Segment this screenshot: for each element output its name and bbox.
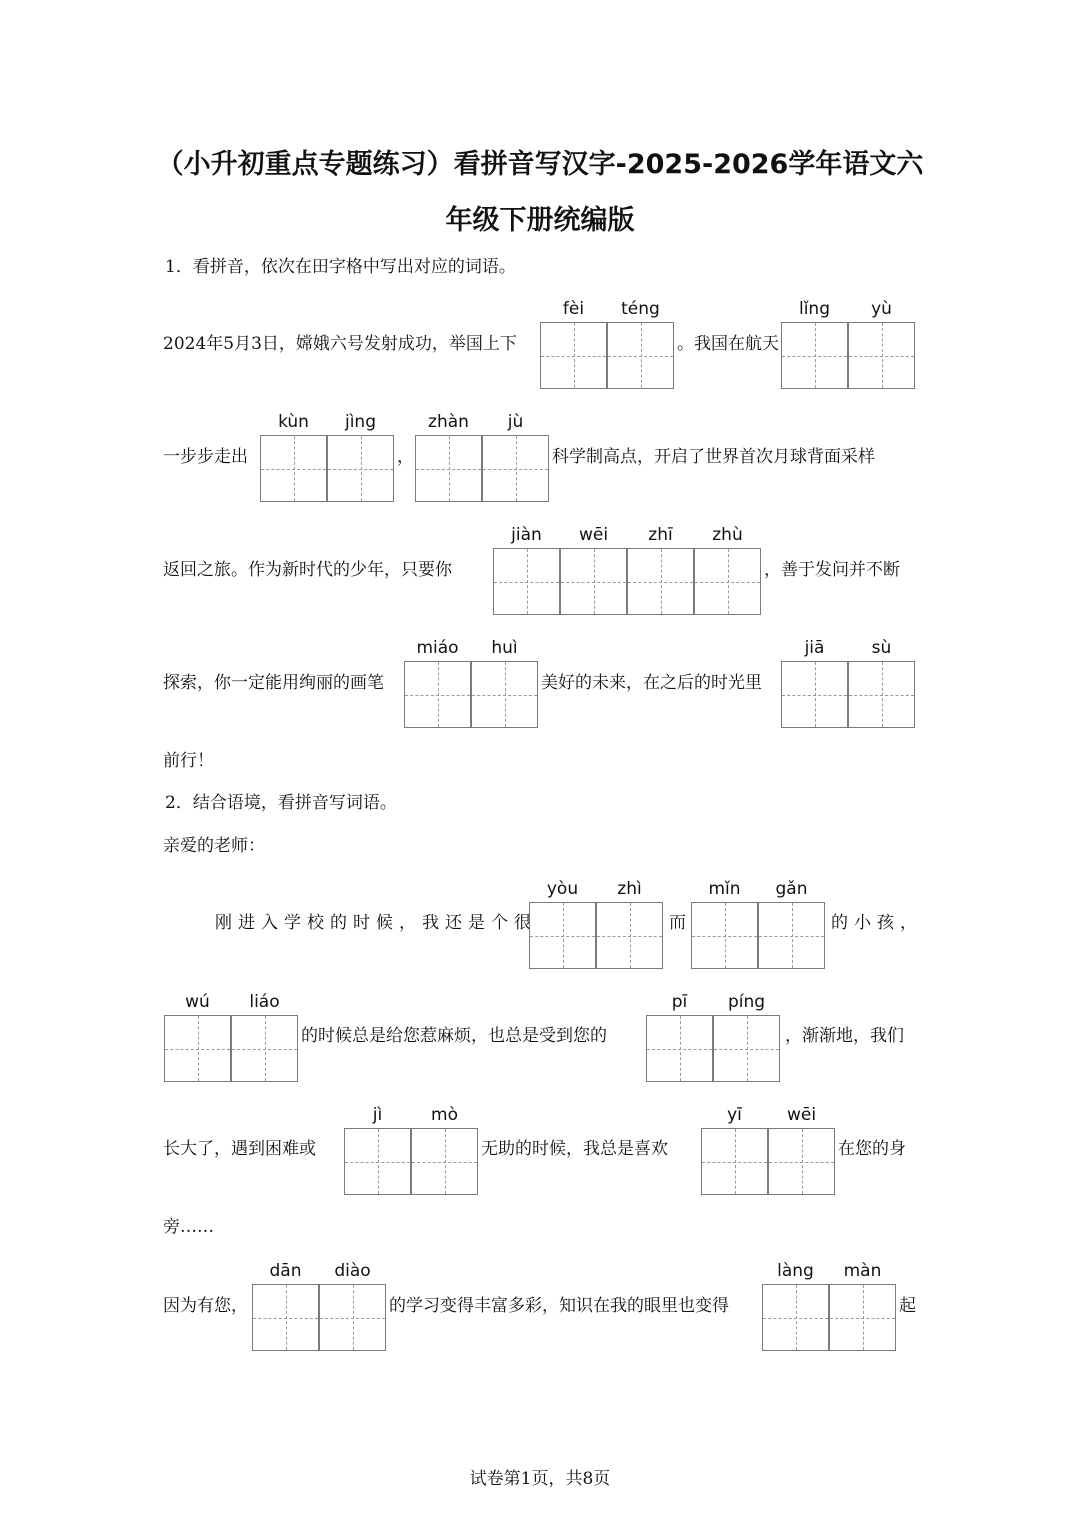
- q2-row1-text1: 刚进入学校的时候，我还是个很: [215, 913, 537, 933]
- tianzige-cell[interactable]: [762, 1284, 829, 1351]
- tianzige-cell[interactable]: [252, 1284, 319, 1351]
- q1-row5-text1: 前行！: [163, 751, 214, 771]
- tianzige-cell[interactable]: [482, 435, 549, 502]
- q2-row1-text3: 的小孩，: [831, 913, 923, 933]
- pinyin-diao: diào: [334, 1261, 371, 1281]
- tianzige-cell[interactable]: [607, 322, 674, 389]
- tianzige-cell[interactable]: [471, 661, 538, 728]
- pinyin-jing: jìng: [344, 412, 376, 432]
- tianzige-cell[interactable]: [627, 548, 694, 615]
- q2-row5-text2: 的学习变得丰富多彩，知识在我的眼里也变得: [389, 1296, 729, 1316]
- tianzige-cell[interactable]: [848, 322, 915, 389]
- q2-row5-text1: 因为有您，: [163, 1296, 248, 1316]
- tianzige-cell[interactable]: [596, 902, 663, 969]
- pinyin-zhi: zhì: [617, 879, 642, 899]
- tianzige-cell[interactable]: [344, 1128, 411, 1195]
- pinyin-gan: gǎn: [775, 879, 808, 899]
- q2-row1-text2: 而: [669, 913, 686, 933]
- q2-row3-text2: 无助的时候，我总是喜欢: [481, 1139, 668, 1159]
- q2-row5-text3: 起: [899, 1296, 916, 1316]
- tianzige-cell[interactable]: [848, 661, 915, 728]
- q2-salutation: 亲爱的老师：: [163, 836, 265, 856]
- tianzige-cell[interactable]: [694, 548, 761, 615]
- pinyin-ping: píng: [727, 992, 766, 1012]
- q1-row4-text2: 美好的未来，在之后的时光里: [541, 673, 762, 693]
- pinyin-jia: jiā: [804, 638, 825, 658]
- q1-row2-text3: 科学制高点，开启了世界首次月球背面采样: [552, 447, 875, 467]
- tianzige-cell[interactable]: [164, 1015, 231, 1082]
- pinyin-ji: jì: [372, 1105, 383, 1125]
- q2-row2-text2: ，渐渐地，我们: [785, 1026, 904, 1046]
- pinyin-kun: kùn: [278, 412, 309, 432]
- pinyin-man: màn: [843, 1261, 882, 1281]
- pinyin-wu: wú: [185, 992, 210, 1012]
- q1-prompt: 1．看拼音，依次在田字格中写出对应的词语。: [165, 257, 516, 277]
- q1-row1-text2: 。我国在航天: [677, 334, 779, 354]
- tianzige-cell[interactable]: [646, 1015, 713, 1082]
- tianzige-cell[interactable]: [713, 1015, 780, 1082]
- pinyin-zhi: zhī: [648, 525, 673, 545]
- tianzige-cell[interactable]: [415, 435, 482, 502]
- tianzige-cell[interactable]: [829, 1284, 896, 1351]
- page-title-line1: （小升初重点专题练习）看拼音写汉字-2025-2026学年语文六: [156, 149, 924, 180]
- pinyin-ling: lǐng: [798, 299, 830, 319]
- q2-row4-text1: 旁……: [163, 1217, 214, 1237]
- tianzige-cell[interactable]: [319, 1284, 386, 1351]
- q1-row4-text1: 探索，你一定能用绚丽的画笔: [163, 673, 384, 693]
- tianzige-cell[interactable]: [768, 1128, 835, 1195]
- pinyin-min: mǐn: [708, 879, 741, 899]
- tianzige-cell[interactable]: [560, 548, 627, 615]
- pinyin-miao: miáo: [416, 638, 459, 658]
- pinyin-yi: yī: [727, 1105, 742, 1125]
- pinyin-wei-2: wēi: [786, 1105, 817, 1125]
- pinyin-pi: pī: [671, 992, 688, 1012]
- pinyin-mo: mò: [431, 1105, 458, 1125]
- pinyin-teng: téng: [621, 299, 660, 319]
- page-footer: 试卷第1页，共8页: [469, 1469, 611, 1489]
- q2-row2-text1: 的时候总是给您惹麻烦，也总是受到您的: [301, 1026, 607, 1046]
- pinyin-zhu: zhù: [712, 525, 743, 545]
- pinyin-ju: jù: [507, 412, 524, 432]
- tianzige-cell[interactable]: [327, 435, 394, 502]
- pinyin-dan: dān: [269, 1261, 302, 1281]
- pinyin-su: sù: [871, 638, 892, 658]
- pinyin-wei: wēi: [578, 525, 609, 545]
- pinyin-lang: làng: [777, 1261, 814, 1281]
- tianzige-cell[interactable]: [691, 902, 758, 969]
- tianzige-cell[interactable]: [701, 1128, 768, 1195]
- q1-row3-text1: 返回之旅。作为新时代的少年，只要你: [163, 560, 452, 580]
- tianzige-cell[interactable]: [781, 661, 848, 728]
- page-title-line2: 年级下册统编版: [445, 205, 635, 236]
- q2-row3-text3: 在您的身: [838, 1139, 906, 1159]
- tianzige-cell[interactable]: [411, 1128, 478, 1195]
- pinyin-hui: huì: [491, 638, 518, 658]
- pinyin-zhan: zhàn: [428, 412, 469, 432]
- pinyin-liao: liáo: [249, 992, 280, 1012]
- q1-row3-text2: ，善于发问并不断: [764, 560, 900, 580]
- q1-row2-text2: ，: [397, 447, 414, 467]
- q2-row3-text1: 长大了，遇到困难或: [163, 1139, 316, 1159]
- tianzige-cell[interactable]: [493, 548, 560, 615]
- tianzige-cell[interactable]: [404, 661, 471, 728]
- pinyin-yu: yù: [871, 299, 892, 319]
- tianzige-cell[interactable]: [260, 435, 327, 502]
- tianzige-cell[interactable]: [758, 902, 825, 969]
- q1-row2-text1: 一步步走出: [163, 447, 248, 467]
- pinyin-fei: fèi: [562, 299, 585, 319]
- tianzige-cell[interactable]: [540, 322, 607, 389]
- q2-prompt: 2．结合语境，看拼音写词语。: [165, 793, 397, 813]
- q1-row1-text1: 2024年5月3日，嫦娥六号发射成功，举国上下: [163, 334, 517, 354]
- tianzige-cell[interactable]: [529, 902, 596, 969]
- tianzige-cell[interactable]: [231, 1015, 298, 1082]
- pinyin-jian: jiàn: [511, 525, 542, 545]
- tianzige-cell[interactable]: [781, 322, 848, 389]
- pinyin-you: yòu: [546, 879, 579, 899]
